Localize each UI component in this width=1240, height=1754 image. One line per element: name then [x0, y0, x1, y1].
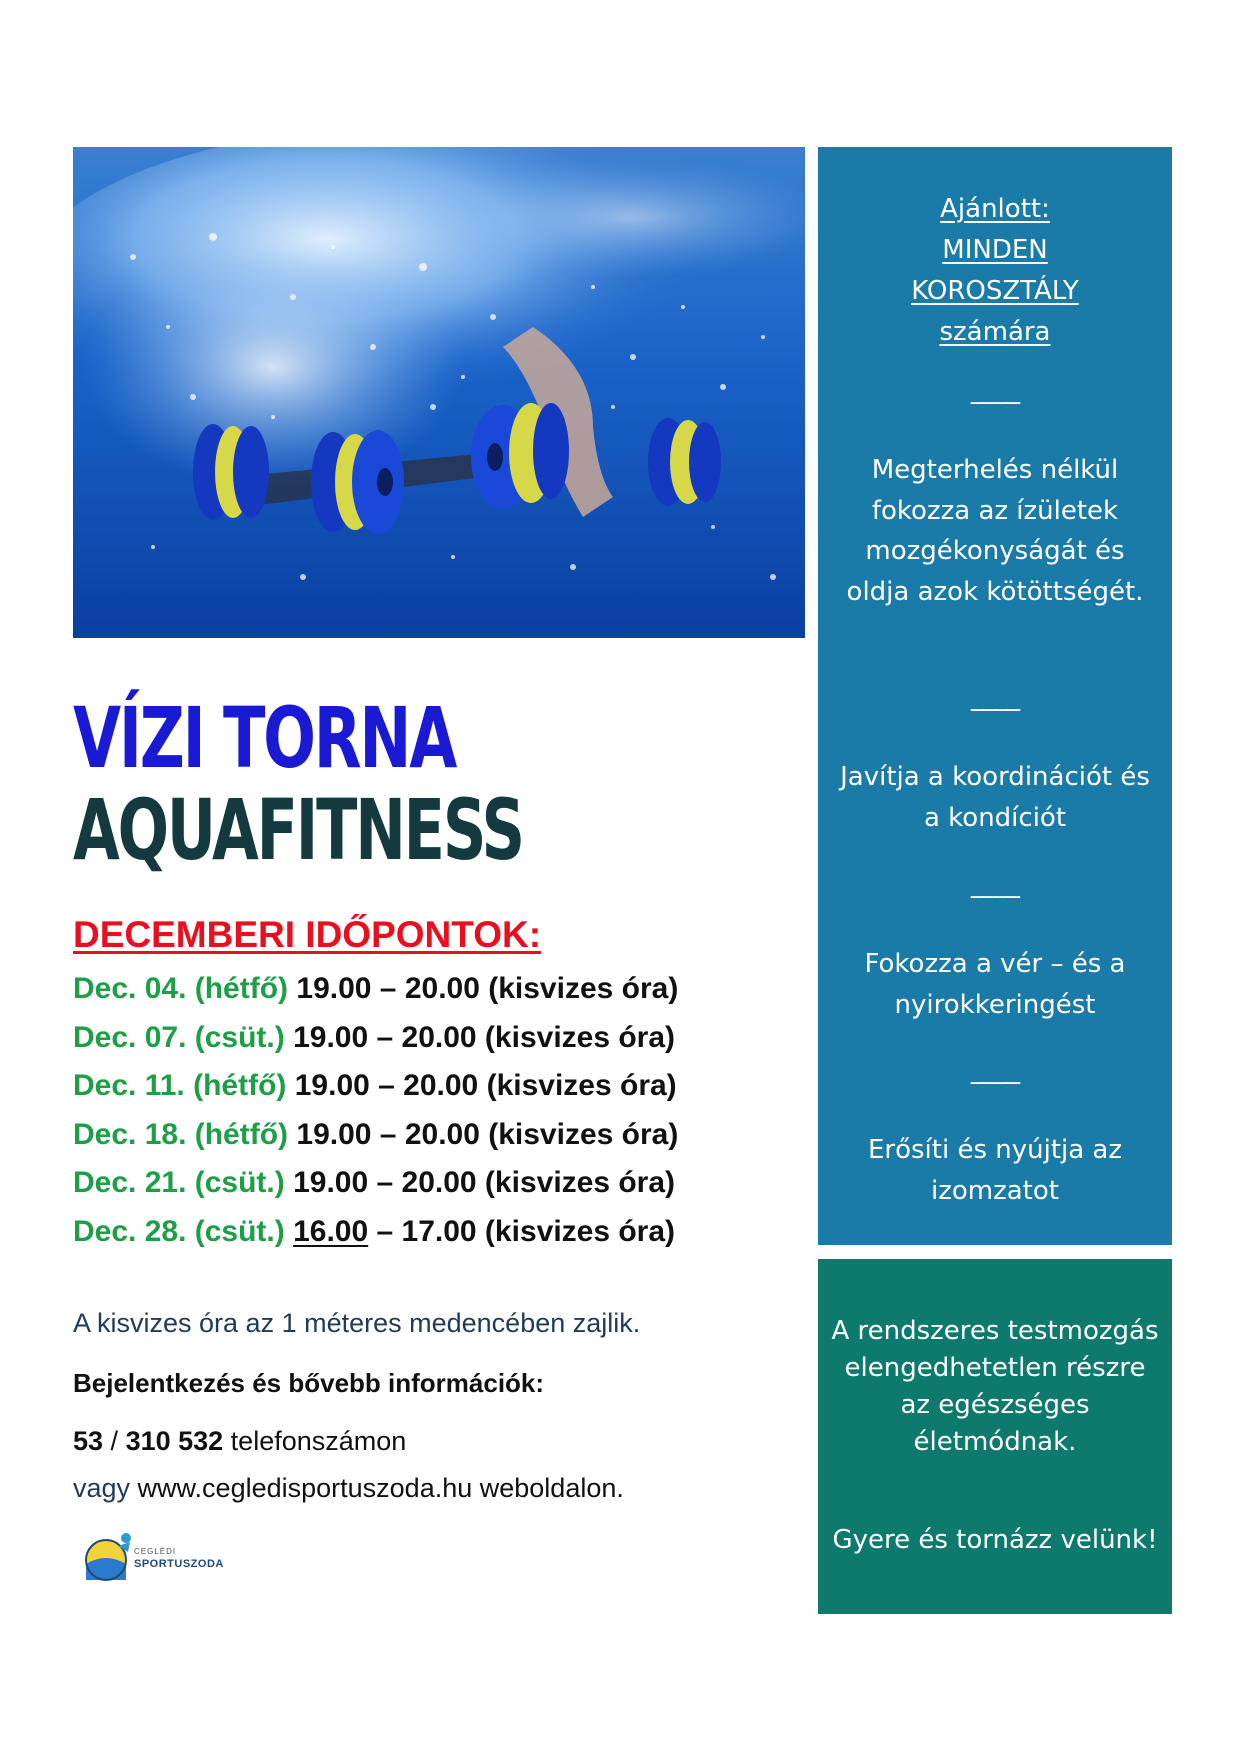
- separator: ____: [971, 869, 1019, 899]
- schedule-start: 19.00: [293, 1020, 369, 1054]
- benefits-panel: [818, 147, 1172, 1245]
- schedule-start-changed: 16.00: [293, 1214, 369, 1248]
- title-line-2: AQUAFITNESS: [73, 781, 523, 879]
- pool-note: A kisvizes óra az 1 méteres medencében zajlik.: [73, 1308, 641, 1338]
- phone-number: 310 532: [125, 1426, 224, 1456]
- separator: ____: [971, 682, 1019, 712]
- schedule-heading: DECEMBERI IDŐPONTOK:: [73, 914, 542, 955]
- schedule-rest: – 20.00 (kisvizes óra): [368, 1020, 676, 1054]
- separator: ____: [971, 375, 1019, 405]
- schedule-date: Dec. 28. (csüt.): [73, 1214, 285, 1248]
- web-prefix: vagy: [73, 1473, 138, 1503]
- schedule-row: [73, 1208, 678, 1257]
- schedule-start: 19.00: [293, 1166, 369, 1200]
- sportuszoda-logo: [82, 1528, 222, 1590]
- benefit-muscles: Erősíti és nyújtja az izomzatot: [867, 1135, 1123, 1206]
- schedule-date: Dec. 11. (hétfő): [73, 1069, 287, 1103]
- title-line-1: VÍZI TORNA: [73, 689, 456, 787]
- callout-cta: Gyere és tornázz velünk!: [832, 1525, 1158, 1555]
- benefit-joints: Megterhelés nélkül fokozza az ízületek mozgékonyságát és oldja azok kötöttségét.: [846, 455, 1144, 607]
- phone-separator: /: [103, 1426, 126, 1456]
- callout-text: A rendszeres testmozgás elengedhetetlen részre az egészséges életmódnak.: [831, 1316, 1159, 1457]
- benefit-coordination: Javítja a koordinációt és a kondíciót: [840, 762, 1150, 833]
- recommended-intro: [818, 189, 1172, 353]
- schedule-start: 19.00: [296, 1117, 372, 1151]
- schedule-rest: – 20.00 (kisvizes óra): [368, 1166, 676, 1200]
- schedule-start: 19.00: [296, 972, 372, 1005]
- schedule-rest: – 20.00 (kisvizes óra): [371, 972, 679, 1005]
- web-suffix: weboldalon.: [472, 1473, 624, 1503]
- schedule-rest: – 20.00 (kisvizes óra): [369, 1069, 677, 1103]
- schedule-list: [73, 965, 678, 1257]
- phone-line: [73, 1426, 406, 1457]
- schedule-rest: – 17.00 (kisvizes óra): [368, 1214, 676, 1248]
- schedule-row: [73, 965, 678, 1014]
- schedule-row: [73, 1062, 678, 1111]
- website-link[interactable]: www.cegledisportuszoda.hu: [137, 1473, 473, 1503]
- separator: ____: [971, 1055, 1019, 1085]
- aqua-dumbbell-illustration: [73, 147, 805, 638]
- contact-heading: Bejelentkezés és bővebb információk:: [73, 1368, 545, 1398]
- schedule-rest: – 20.00 (kisvizes óra): [371, 1117, 679, 1151]
- phone-suffix: telefonszámon: [223, 1426, 407, 1456]
- intro-line: Ajánlott:: [940, 194, 1050, 224]
- intro-line: KOROSZTÁLY: [911, 276, 1079, 306]
- callout-panel: [818, 1259, 1172, 1614]
- hero-photo: [73, 147, 805, 638]
- schedule-row: [73, 1014, 678, 1063]
- schedule-date: Dec. 04. (hétfő): [73, 972, 289, 1005]
- schedule-start: 19.00: [294, 1069, 370, 1103]
- intro-line: MINDEN: [942, 235, 1048, 265]
- logo-text: SPORTUSZODA: [134, 1558, 224, 1570]
- schedule-row: [73, 1159, 678, 1208]
- web-line: [73, 1473, 624, 1504]
- schedule-date: Dec. 07. (csüt.): [73, 1020, 285, 1054]
- schedule-row: [73, 1111, 678, 1160]
- logo-small-text: CEGLÉDI: [134, 1547, 177, 1556]
- benefit-circulation: Fokozza a vér – és a nyirokkeringést: [864, 949, 1126, 1020]
- phone-area-code: 53: [73, 1426, 104, 1456]
- intro-line: számára: [939, 317, 1051, 347]
- schedule-date: Dec. 21. (csüt.): [73, 1166, 285, 1200]
- swimmer-logo-icon: [82, 1528, 140, 1586]
- schedule-date: Dec. 18. (hétfő): [73, 1117, 289, 1151]
